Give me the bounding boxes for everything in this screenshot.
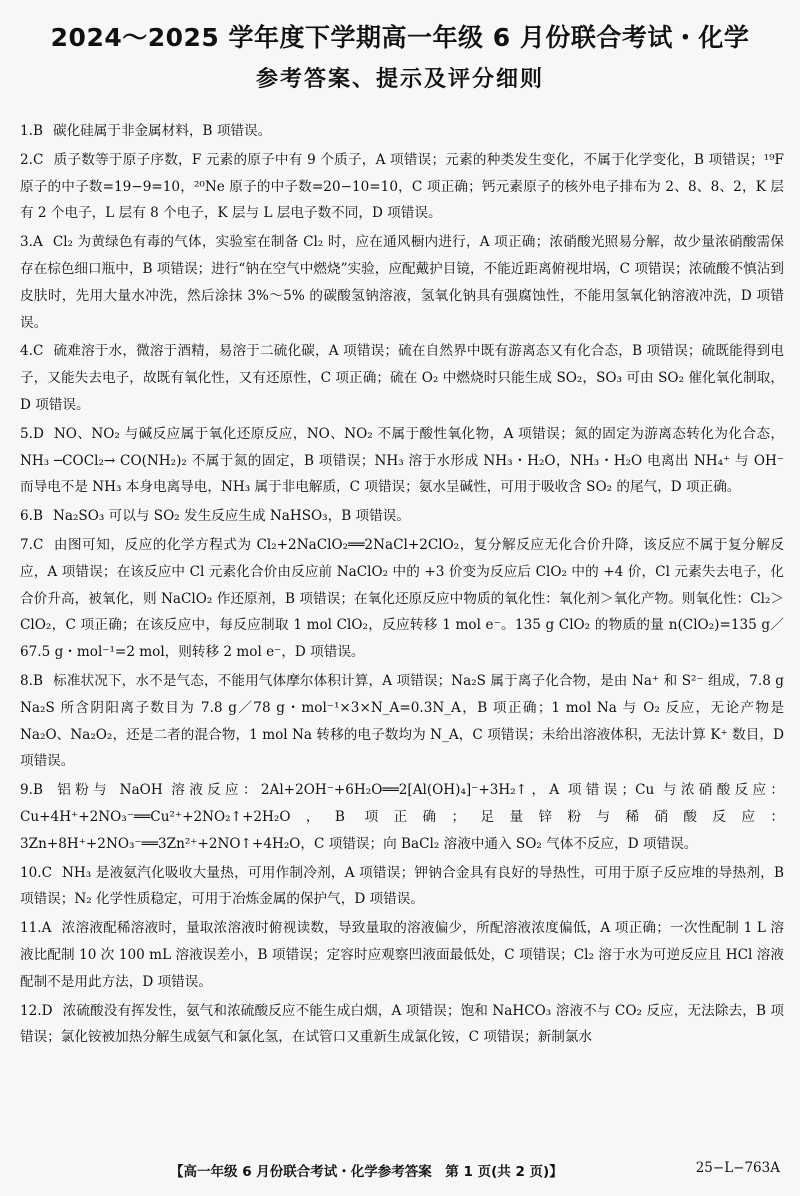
- answer-choice: B: [32, 672, 43, 689]
- answer-number: 2.: [20, 151, 33, 168]
- answer-choice: C: [32, 151, 44, 168]
- answer-number: 11.: [20, 920, 42, 937]
- answer-item: [20, 338, 784, 418]
- answer-number: 10.: [20, 864, 42, 881]
- answer-number: 4.: [20, 343, 33, 360]
- answer-explanation: NO、NO₂ 与碱反应属于氧化还原反应，NO、NO₂ 不属于酸性氧化物，A 项错误；氮的固定为游离态转化为化合态，NH₃ ─COCl₂→ CO(NH₂)₂ 不属于氮的固定，B 项错误；NH₃ 溶于水形成 NH₃・H₂O，NH₃・H₂O 电离出 NH₄⁺ 与 OH⁻ 而导电不是 NH₃ 本身电离导电，NH₃ 属于非电解质，C 项错误；氨水呈碱性，可用于吸收含 SO₂ 的尾气，D 项正确。: [20, 425, 784, 496]
- answer-explanation: Na₂SO₃ 可以与 SO₂ 发生反应生成 NaHSO₃，B 项错误。: [52, 508, 410, 525]
- answer-choice: B: [32, 508, 43, 525]
- answer-choice: C: [32, 536, 44, 553]
- answer-item: [20, 421, 784, 501]
- answer-choice: C: [32, 343, 44, 360]
- answer-explanation: 碳化硅属于非金属材料，B 项错误。: [52, 123, 272, 139]
- page-subtitle: 参考答案、提示及评分细则: [255, 67, 544, 92]
- footer-exam-code: 25−L−763A: [695, 1160, 780, 1176]
- answer-number: 8.: [20, 672, 33, 689]
- answer-choice: B: [32, 782, 43, 799]
- answer-explanation: 质子数等于原子序数，F 元素的原子中有 9 个质子，A 项错误；元素的种类发生变化，不属于化学变化，B 项错误；¹⁹F 原子的中子数=19−9=10，²⁰Ne 原子的中子数=20−10=10，C 项正确；钙元素原子的核外电子排布为 2、8、8、2，K 层有 2 个电子，L 层有 8 个电子，K 层与 L 层电子数不同，D 项错误。: [20, 151, 784, 222]
- answer-number: 9.: [20, 782, 33, 799]
- footer-page-info: 【高一年级 6 月份联合考试・化学参考答案 第 1 页(共 2 页)】: [170, 1164, 563, 1180]
- answer-list: [20, 118, 784, 1053]
- answer-number: 1.: [20, 123, 33, 139]
- answer-number: 5.: [20, 425, 33, 442]
- answer-item: [20, 118, 784, 145]
- answer-number: 3.: [20, 234, 33, 251]
- answer-explanation: 硫难溶于水，微溶于酒精，易溶于二硫化碳，A 项错误；硫在自然界中既有游离态又有化合态，B 项错误；硫既能得到电子，又能失去电子，故既有氧化性，又有还原性，C 项正确；硫在 O₂ 中燃烧时只能生成 SO₂，SO₃ 可由 SO₂ 催化氧化制取，D 项错误。: [20, 343, 784, 413]
- page-footer: [0, 1160, 800, 1184]
- answer-number: 7.: [20, 536, 33, 553]
- answer-item: [20, 147, 784, 227]
- answer-item: [20, 777, 784, 857]
- page-title: 2024～2025 学年度下学期高一年级 6 月份联合考试・化学: [50, 23, 750, 52]
- answer-item: [20, 668, 784, 775]
- answer-explanation: Cl₂ 为黄绿色有毒的气体，实验室在制备 Cl₂ 时，应在通风橱内进行，A 项正确；浓硝酸光照易分解，故少量浓硝酸需保存在棕色细口瓶中，B 项错误；进行“钠在空气中燃烧”实验，应配戴护目镜，不能近距离俯视坩埚，C 项错误；浓硫酸不慎沾到皮肤时，先用大量水冲洗，然后涂抹 3%～5% 的碳酸氢钠溶液，氢氧化钠具有强腐蚀性，不能用氢氧化钠溶液冲洗，D 项错误。: [20, 234, 784, 331]
- answer-choice: C: [41, 864, 53, 881]
- answer-explanation: 由图可知，反应的化学方程式为 Cl₂+2NaClO₂══2NaCl+2ClO₂，复分解反应无化合价升降，该反应不属于复分解反应，A 项错误；在该反应中 Cl 元素化合价由反应前 NaClO₂ 中的 +3 价变为反应后 ClO₂ 中的 +4 价，Cl 元素失去电子，化合价升高，被氧化，则 NaClO₂ 作还原剂，B 项错误；在氧化还原反应中物质的氧化性：氧化剂＞氧化产物。则氧化性：Cl₂＞ClO₂，C 项正确；在该反应中，每反应制取 1 mol ClO₂，反应转移 1 mol e⁻。135 g ClO₂ 的物质的量 n(ClO₂)=135 g／67.5 g・mol⁻¹=2 mol，则转移 2 mol e⁻，D 项错误。: [20, 536, 784, 661]
- answer-choice: D: [32, 425, 44, 442]
- answer-explanation: 浓硫酸没有挥发性，氨气和浓硫酸反应不能生成白烟，A 项错误；饱和 NaHCO₃ 溶液不与 CO₂ 反应，无法除去，B 项错误；氯化铵被加热分解生成氨气和氯化氢，在试管口又重新生成氯化铵，C 项错误；新制氯水: [20, 1002, 784, 1046]
- answer-choice: D: [41, 1002, 53, 1019]
- answer-explanation: NH₃ 是液氨汽化吸收大量热，可用作制冷剂，A 项错误；钾钠合金具有良好的导热性，可用于原子反应堆的导热剂，B 项错误；N₂ 化学性质稳定，可用于冶炼金属的保护气，D 项错误。: [20, 864, 784, 908]
- answer-choice: A: [41, 920, 52, 937]
- answer-explanation: 标准状况下，水不是气态，不能用气体摩尔体积计算，A 项错误；Na₂S 属于离子化合物，是由 Na⁺ 和 S²⁻ 组成，7.8 g Na₂S 所含阴阳离子数目为 7.8 g／78 g・mol⁻¹×3×N_A=0.3N_A，B 项正确；1 mol Na 与 O₂ 反应，无论产物是 Na₂O、Na₂O₂，还是二者的混合物，1 mol Na 转移的电子数均为 N_A，C 项错误；未给出溶液体积，无法计算 K⁺ 数目，D 项错误。: [20, 672, 784, 770]
- answer-item: [20, 915, 784, 995]
- answer-item: [20, 860, 784, 914]
- answer-item: [20, 229, 784, 336]
- answer-choice: B: [32, 123, 43, 139]
- answer-explanation: 浓溶液配稀溶液时，量取浓溶液时俯视读数，导致量取的溶液偏少，所配溶液浓度偏低，A 项正确；一次性配制 1 L 溶液比配制 10 次 100 mL 溶液误差小，B 项错误；定容时应观察凹液面最低处，C 项错误；Cl₂ 溶于水为可逆反应且 HCl 溶液配制不是用此方法，D 项错误。: [20, 920, 784, 990]
- answer-number: 6.: [20, 508, 33, 525]
- answer-item: [20, 503, 784, 530]
- answer-choice: A: [32, 234, 43, 251]
- answer-item: [20, 532, 784, 666]
- answer-number: 12.: [20, 1002, 42, 1019]
- answer-item: [20, 998, 784, 1052]
- answer-explanation: 铝粉与 NaOH 溶液反应：2Al+2OH⁻+6H₂O══2[Al(OH)₄]⁻+3H₂↑，A 项错误；Cu 与浓硝酸反应：Cu+4H⁺+2NO₃⁻══Cu²⁺+2NO₂↑+2H₂O，B 项正确；足量锌粉与稀硝酸反应：3Zn+8H⁺+2NO₃⁻══3Zn²⁺+2NO↑+4H₂O，C 项错误；向 BaCl₂ 溶液中通入 SO₂ 气体不反应，D 项错误。: [20, 782, 784, 852]
